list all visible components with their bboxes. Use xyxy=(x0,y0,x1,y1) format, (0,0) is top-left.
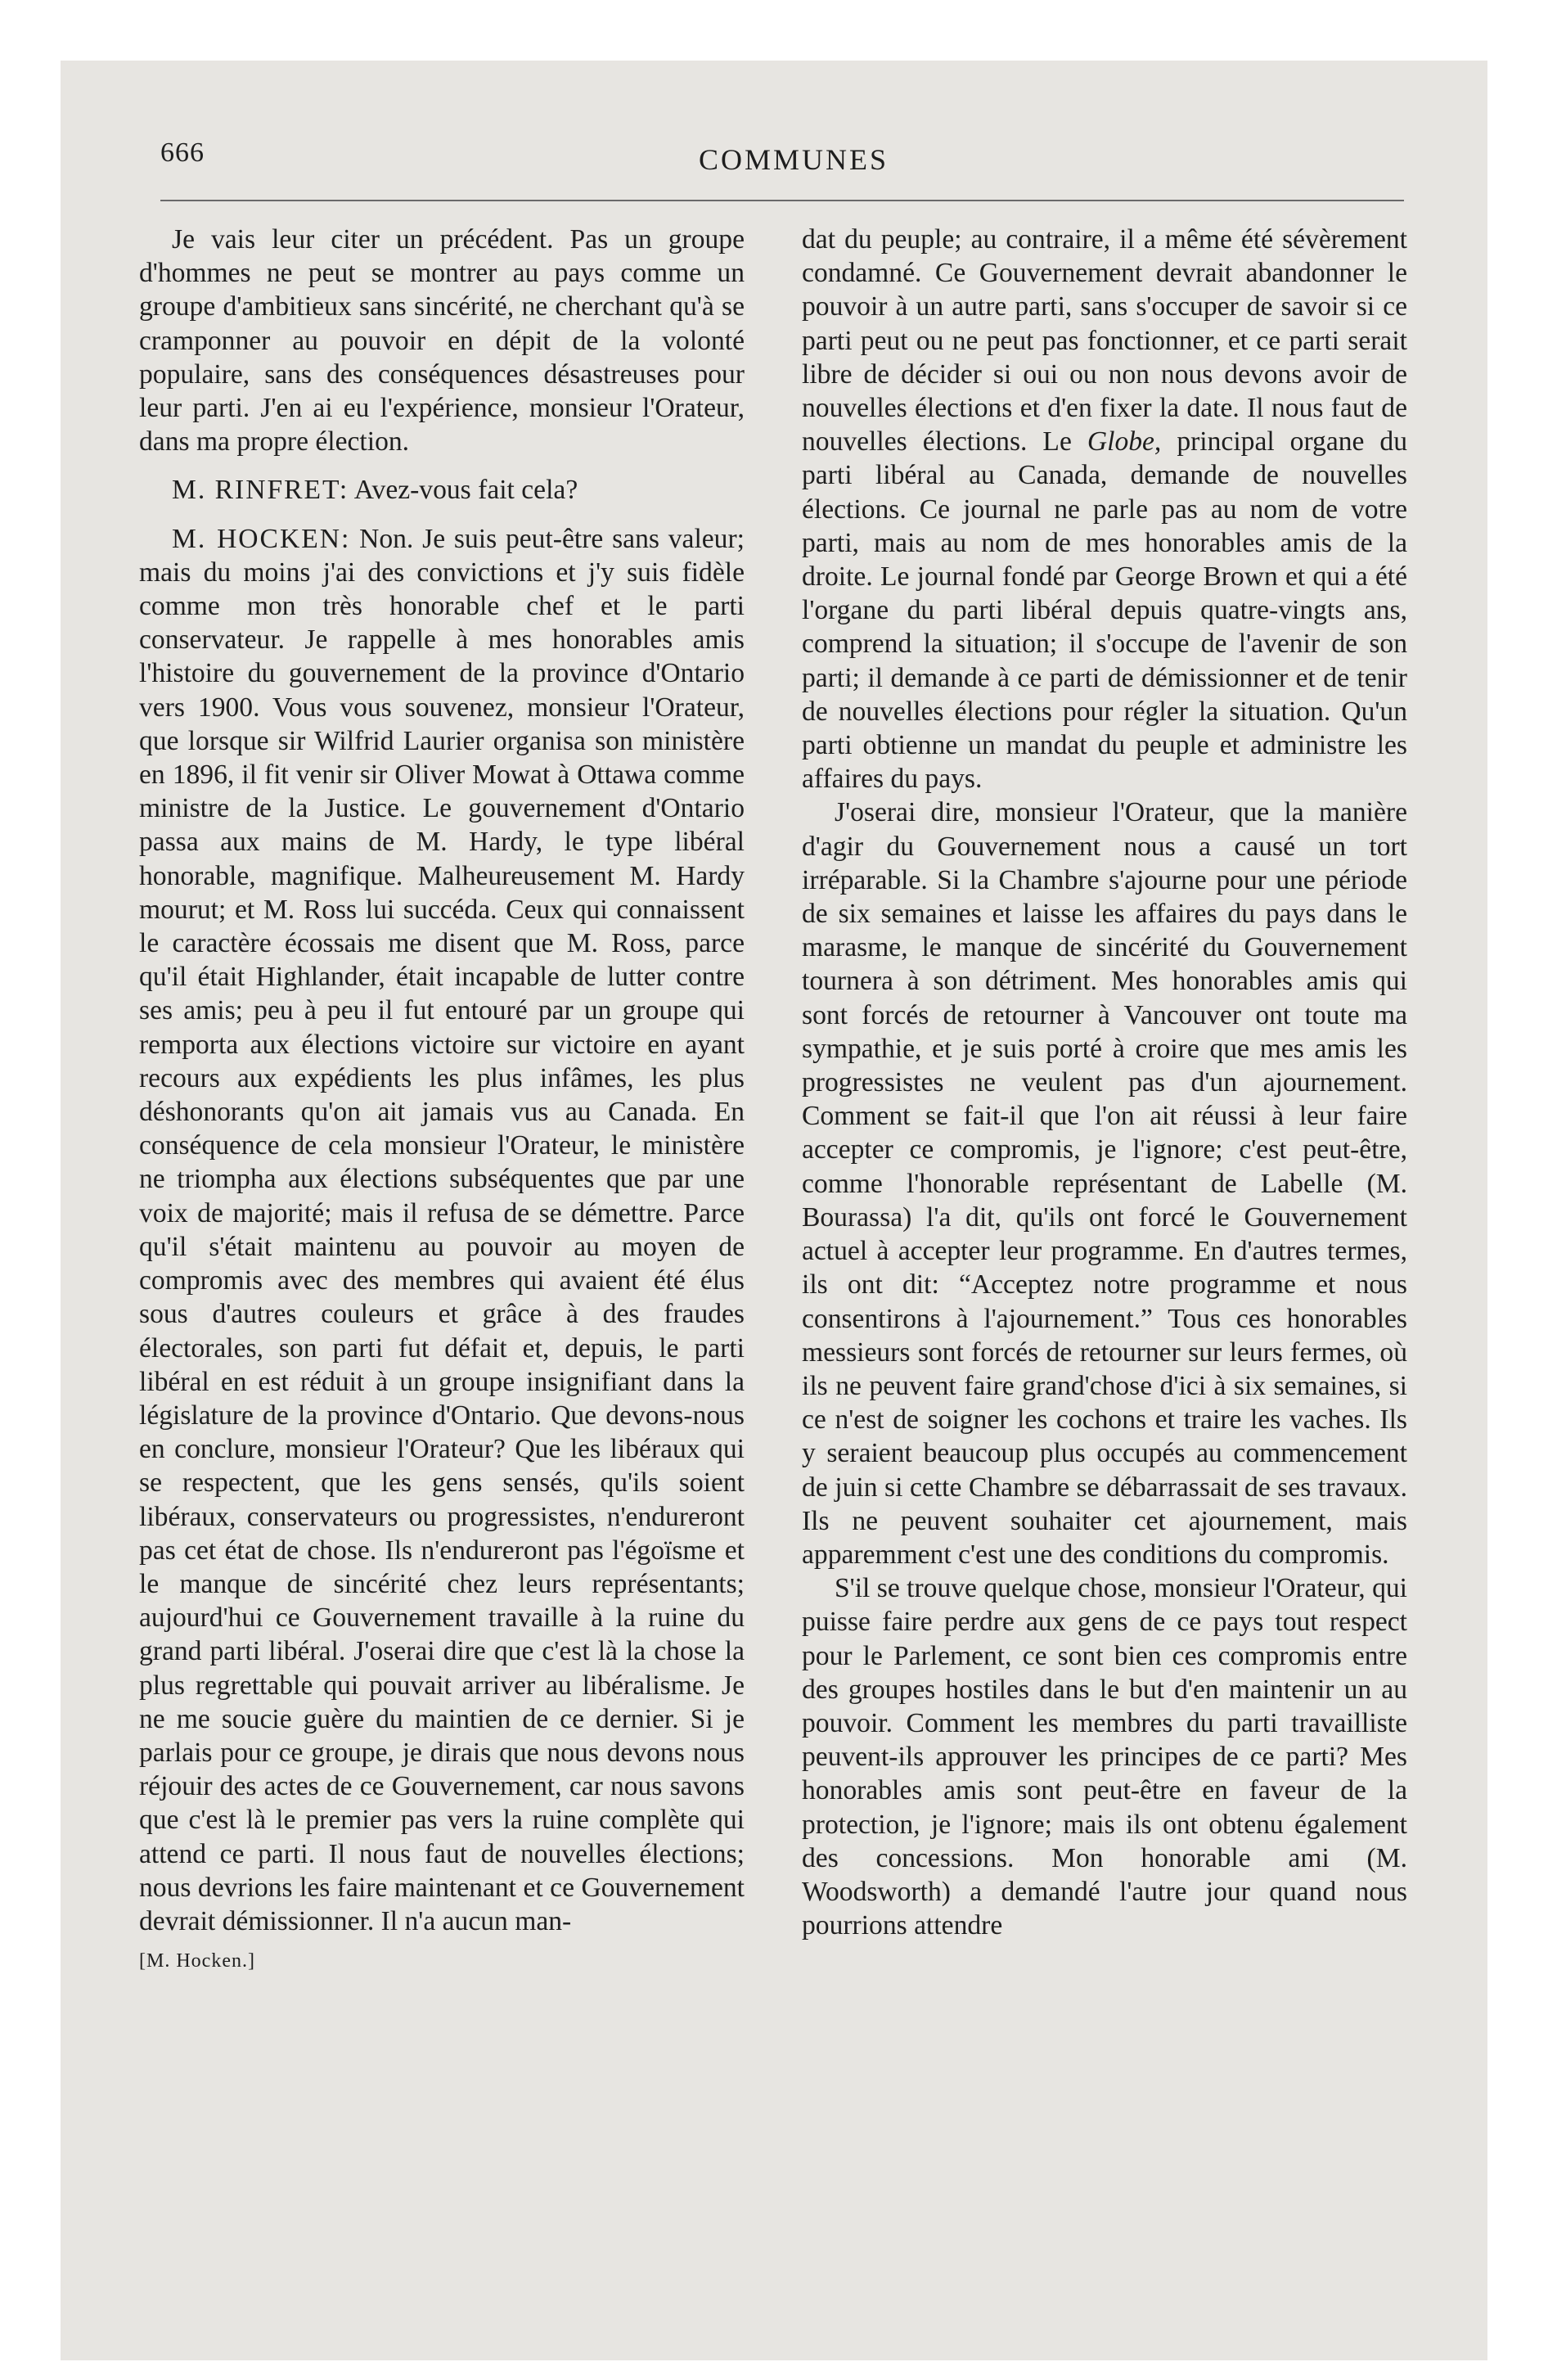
speaker-name: M. RINFRET: xyxy=(172,475,349,506)
speech-rinfret xyxy=(139,473,745,507)
paragraph xyxy=(802,223,1407,796)
running-title: COMMUNES xyxy=(699,143,889,176)
newspaper-name: Globe, xyxy=(1087,426,1162,458)
paragraph: Je vais leur citer un précédent. Pas un groupe d'hommes ne peut se montrer au pays comme un groupe d'ambitieux sans sincérité, ne cherchant qu'à se cramponner au pouvoir en dépit de la volonté populaire, sans des conséquences désastreuses pour leur parti. J'en ai eu l'expérience, monsieur l'Orateur, dans ma propre élection. xyxy=(139,224,745,458)
paragraph: S'il se trouve quelque chose, monsieur l'Orateur, qui puisse faire perdre aux gens de ce pays tout respect pour le Parlement, ce sont bien ces compromis entre des groupes hostiles dans le but d'en maintenir un au pouvoir. Comment les membres du parti travailliste peuvent-ils approuver les principes de ce parti? Mes honorables amis sont peut-être en faveur de la protection, je l'ignore; mais ils ont obtenu également des concessions. Mon honorable ami (M. Woodsworth) a demandé l'autre jour quand nous pourrions attendre xyxy=(802,1573,1407,1941)
speaker-name: M. HOCKEN: xyxy=(172,523,351,554)
speech-text: Avez-vous fait cela? xyxy=(349,475,578,506)
speech-hocken xyxy=(139,522,745,1939)
speaker-attribution: [M. Hocken.] xyxy=(139,1950,255,1972)
right-column xyxy=(802,223,1407,2318)
page-number: 666 xyxy=(160,137,205,168)
header-rule xyxy=(160,200,1404,201)
speech-text: Non. Je suis peut-être sans valeur; mais du moins j'ai des convictions et j'y suis fidèle comme mon très honorable chef et le parti conservateur. Je rappelle à mes honorables amis l'histoire du gouvernement de la province d'Ontario vers 1900. Vous vous souvenez, monsieur l'Orateur, que lorsque sir Wilfrid Laurier organisa son ministère en 1896, il fit venir sir Oliver Mowat à Ottawa comme ministre de la Justice. Le gouvernement d'Ontario passa aux mains de M. Hardy, le type libéral honorable, magnifique. Malheureusement M. Hardy mourut; et M. Ross lui succéda. Ceux qui connaissent le caractère écossais me disent que M. Ross, parce qu'il était Highlander, était incapable de lutter contre ses amis; peu à peu il fut entouré par un groupe qui remporta aux élections victoire sur victoire en ayant recours aux expédients les plus infâmes, les plus déshonorants qu'on ait jamais vus au Canada. En conséquence de cela monsieur l'Orateur, le ministère ne triompha aux élections subséquentes que par une voix de majorité; mais il refusa de se démettre. Parce qu'il s'était maintenu au pouvoir au moyen de compromis avec des membres qui avaient été élus sous d'autres couleurs et grâce à des fraudes électorales, son parti fut défait et, depuis, le parti libéral en est réduit à un groupe insignifiant dans la législature de la province d'Ontario. Que devons-nous en conclure, monsieur l'Orateur? Que les libéraux qui se respectent, que les gens sensés, qu'ils soient libéraux, conservateurs ou progressistes, n'endureront pas cet état de chose. Ils n'endureront pas l'égoïsme et le manque de sincérité chez leurs représentants; aujourd'hui ce Gouvernement travaille à la ruine du grand parti libéral. J'oserai dire que c'est là la chose la plus regrettable qui pouvait arriver au libéralisme. Je ne me soucie guère du maintien de ce dernier. Si je parlais pour ce groupe, je dirais que nous devons nous réjouir des actes de ce Gouvernement, car nous savons que c'est là le premier pas vers la ruine complète qui attend ce parti. Il nous faut de nouvelles élections; nous devrions les faire maintenant et ce Gouvernement devrait démissionner. Il n'a aucun man- xyxy=(139,523,745,1936)
page-header xyxy=(160,137,1404,178)
paragraph-text: principal organe du parti libéral au Canada, demande de nouvelles élections. Ce journal ne parle pas au nom de votre parti, mais au nom de mes honorables amis de la droite. Le journal fondé par George Brown et qui a été l'organe du parti libéral depuis quatre-vingts ans, comprend la situation; il s'occupe de l'avenir de son parti; il demande à ce parti de démissionner et de tenir de nouvelles élections pour régler la situation. Qu'un parti obtienne un mandat du peuple et administre les affaires du pays. xyxy=(802,426,1407,795)
paragraph-text: dat du peuple; au contraire, il a même été sévèrement condamné. Ce Gouvernement devrait abandonner le pouvoir à un autre parti, sans s'occuper de savoir si ce parti peut ou ne peut pas fonctionner, et ce parti serait libre de décider si oui ou non nous devons avoir de nouvelles élections et d'en fixer la date. Il nous faut de nouvelles élections. Le xyxy=(802,224,1407,458)
left-column xyxy=(139,223,745,2318)
paragraph: J'oserai dire, monsieur l'Orateur, que la manière d'agir du Gouvernement nous a causé un tort irréparable. Si la Chambre s'ajourne pour une période de six semaines et laisse les affaires du pays dans le marasme, le manque de sincérité du Gouvernement tournera à son détriment. Mes honorables amis qui sont forcés de retourner à Vancouver ont toute ma sympathie, et je suis porté à croire que mes amis les progressistes ne veulent pas d'un ajournement. Comment se fait-il que l'on ait réussi à leur faire accepter ce compromis, je l'ignore; c'est peut-être, comme l'honorable représentant de Labelle (M. Bourassa) l'a dit, qu'ils ont forcé le Gouvernement actuel à accepter leur programme. En d'autres termes, ils ont dit: “Acceptez notre programme et nous consentirons à l'ajournement.” Tous ces honorables messieurs sont forcés de retourner sur leurs fermes, où ils ne peuvent faire grand'chose d'ici à six semaines, si ce n'est de soigner les cochons et traire les vaches. Ils y seraient beaucoup plus occupés au commencement de juin si cette Chambre se débarrassait de ses travaux. Ils ne peuvent souhaiter cet ajournement, mais apparemment c'est une des conditions du compromis. xyxy=(802,797,1407,1570)
